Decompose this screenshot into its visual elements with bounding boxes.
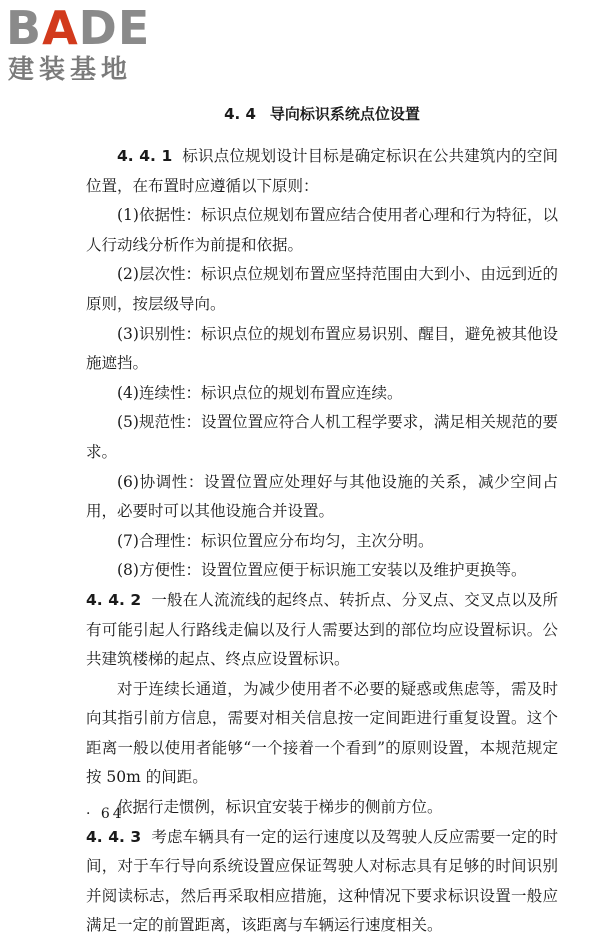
- principle-item: (3)识别性：标识点位的规划布置应易识别、醒目，避免被其他设施遮挡。: [86, 324, 558, 373]
- principle-item: (2)层次性：标识点位规划布置应坚持范围由大到小、由远到近的原则，按层级导向。: [86, 265, 558, 313]
- section-title: [86, 102, 558, 126]
- clause-number: 4. 4. 3: [86, 827, 142, 846]
- principle-item: (8)方便性：设置位置应便于标识施工安装以及维护更换等。: [117, 561, 527, 580]
- page-number: · 64 ·: [86, 806, 140, 822]
- principle-item: (7)合理性：标识位置应分布均匀，主次分明。: [117, 531, 434, 550]
- clause-number: 4. 4. 2: [86, 590, 142, 609]
- principle-item: (1)依据性：标识点位规划布置应结合使用者心理和行为特征，以人行动线分析作为前提和依据。: [86, 206, 558, 254]
- section-number: 4. 4: [224, 105, 256, 123]
- clause-4-4-2-paragraph: 依据行走惯例，标识宜安装于梯步的侧前方位。: [117, 798, 443, 817]
- principle-item: (6)协调性：设置位置应处理好与其他设施的关系，减少空间占用，必要时可以其他设施合并设置。: [86, 472, 558, 521]
- principle-item: (4)连续性：标识点位的规划布置应连续。: [117, 383, 403, 402]
- clause-4-4-2-paragraph: 对于连续长通道，为减少使用者不必要的疑惑或焦虑等，需及时向其指引前方信息，需要对相关信息按一定间距进行重复设置。这个距离一般以使用者能够“一个接着一个看到”的原则设置，本规范规定按 50m 的间距。: [86, 679, 558, 787]
- logo-subtitle: 建装基地: [8, 55, 133, 85]
- body-text: [86, 142, 558, 941]
- clause-4-4-3: 4. 4. 3 考虑车辆具有一定的运行速度以及驾驶人反应需要一定的时间，对于车行导向系统设置应保证驾驶人对标志具有足够的时间识别并阅读标志，然后再采取相应措施，这种情况下要求标识设置一般应满足一定的前置距离，该距离与车辆运行速度相关。: [86, 827, 558, 935]
- clause-4-4-2: 4. 4. 2 一般在人流流线的起终点、转折点、分叉点、交叉点以及所有可能引起人行路线走偏以及行人需要达到的部位均应设置标识。公共建筑楼梯的起点、终点应设置标识。: [86, 590, 558, 669]
- logo-wordmark: BADE: [6, 1, 151, 55]
- clause-number: 4. 4. 1: [117, 147, 173, 165]
- logo-accent-letter: A: [42, 1, 79, 55]
- clause-4-4-1-intro: 4. 4. 1 标识点位规划设计目标是确定标识在公共建筑内的空间位置，在布置时应遵循以下原则：: [86, 147, 558, 195]
- section-title-text: 导向标识系统点位设置: [269, 105, 420, 123]
- logo: [6, 1, 176, 86]
- principle-item: (5)规范性：设置位置应符合人机工程学要求，满足相关规范的要求。: [86, 413, 558, 461]
